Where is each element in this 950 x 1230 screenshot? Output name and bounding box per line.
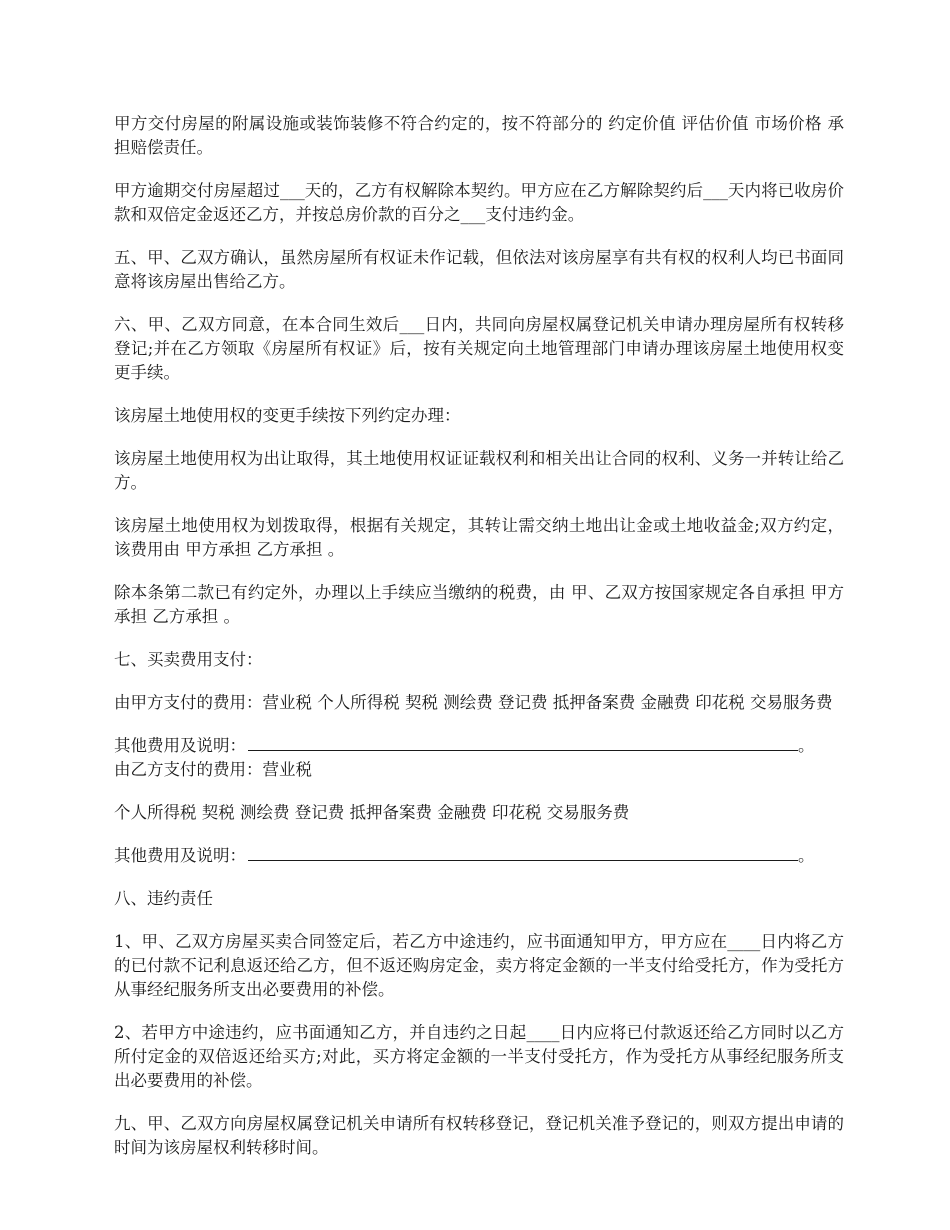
other-fees-line-2 <box>114 844 844 868</box>
other-fees-blank <box>248 844 798 861</box>
clause-facility-compensation: 甲方交付房屋的附属设施或装饰装修不符合约定的，按不符部分的 约定价值 评估价值 市场价格 承担赔偿责任。 <box>114 114 844 157</box>
clause-land-use-transfer: 该房屋土地使用权为出让取得，其土地使用权证证载权利和相关出让合同的权利、义务一并转让给乙方。 <box>114 449 844 492</box>
clause-taxes: 除本条第二款已有约定外，办理以上手续应当缴纳的税费，由 甲、乙双方按国家规定各自承担 甲方承担 乙方承担 。 <box>114 583 844 626</box>
buyer-fees-line: 由乙方支付的费用：营业税 <box>114 760 312 779</box>
clause-five-co-ownership: 五、甲、乙双方确认，虽然房屋所有权证未作记载，但依法对该房屋享有共有权的权利人均已书面同意将该房屋出售给乙方。 <box>114 248 844 291</box>
section-eight-title: 八、违约责任 <box>114 889 213 908</box>
clause-land-use-procedure: 该房屋土地使用权的变更手续按下列约定办理： <box>114 406 461 425</box>
other-fees-label: 其他费用及说明： <box>114 736 246 755</box>
clause-late-delivery: 甲方逾期交付房屋超过___天的，乙方有权解除本契约。甲方应在乙方解除契约后___天内将已收房价款和双倍定金返还乙方，并按总房价款的百分之___支付违约金。 <box>114 181 844 224</box>
section-nine: 九、甲、乙双方向房屋权属登记机关申请所有权转移登记，登记机关准予登记的，则双方提出申请的时间为该房屋权利转移时间。 <box>114 1114 844 1157</box>
other-fees-end: 。 <box>798 846 815 865</box>
other-fees-line-1 <box>114 734 844 758</box>
seller-fees: 由甲方支付的费用：营业税 个人所得税 契税 测绘费 登记费 抵押备案费 金融费 印花税 交易服务费 <box>114 693 833 712</box>
other-fees-end: 。 <box>798 736 815 755</box>
other-fees-blank <box>248 734 798 751</box>
other-fees-label: 其他费用及说明： <box>114 846 246 865</box>
buyer-fees-items: 个人所得税 契税 测绘费 登记费 抵押备案费 金融费 印花税 交易服务费 <box>114 803 630 822</box>
section-eight-item-2: 2、若甲方中途违约，应书面通知乙方，并自违约之日起____日内应将已付款返还给乙方同时以乙方所付定金的双倍返还给买方;对此，买方将定金额的一半支付受托方，作为受托方从事经纪服务所支出必要费用的补偿。 <box>114 1023 844 1090</box>
section-eight-item-1: 1、甲、乙双方房屋买卖合同签定后，若乙方中途违约，应书面通知甲方，甲方应在____日内将乙方的已付款不记利息返还给乙方，但不返还购房定金，卖方将定金额的一半支付给受托方，作为受托方从事经纪服务所支出必要费用的补偿。 <box>114 932 844 999</box>
contract-page <box>114 112 844 1179</box>
clause-six-transfer-registration: 六、甲、乙双方同意，在本合同生效后___日内，共同向房屋权属登记机关申请办理房屋所有权转移登记;并在乙方领取《房屋所有权证》后，按有关规定向土地管理部门申请办理该房屋土地使用权变更手续。 <box>114 315 844 382</box>
clause-land-use-allocated: 该房屋土地使用权为划拨取得，根据有关规定，其转让需交纳土地出让金或土地收益金;双方约定，该费用由 甲方承担 乙方承担 。 <box>114 516 844 559</box>
section-seven-title: 七、买卖费用支付： <box>114 650 263 669</box>
